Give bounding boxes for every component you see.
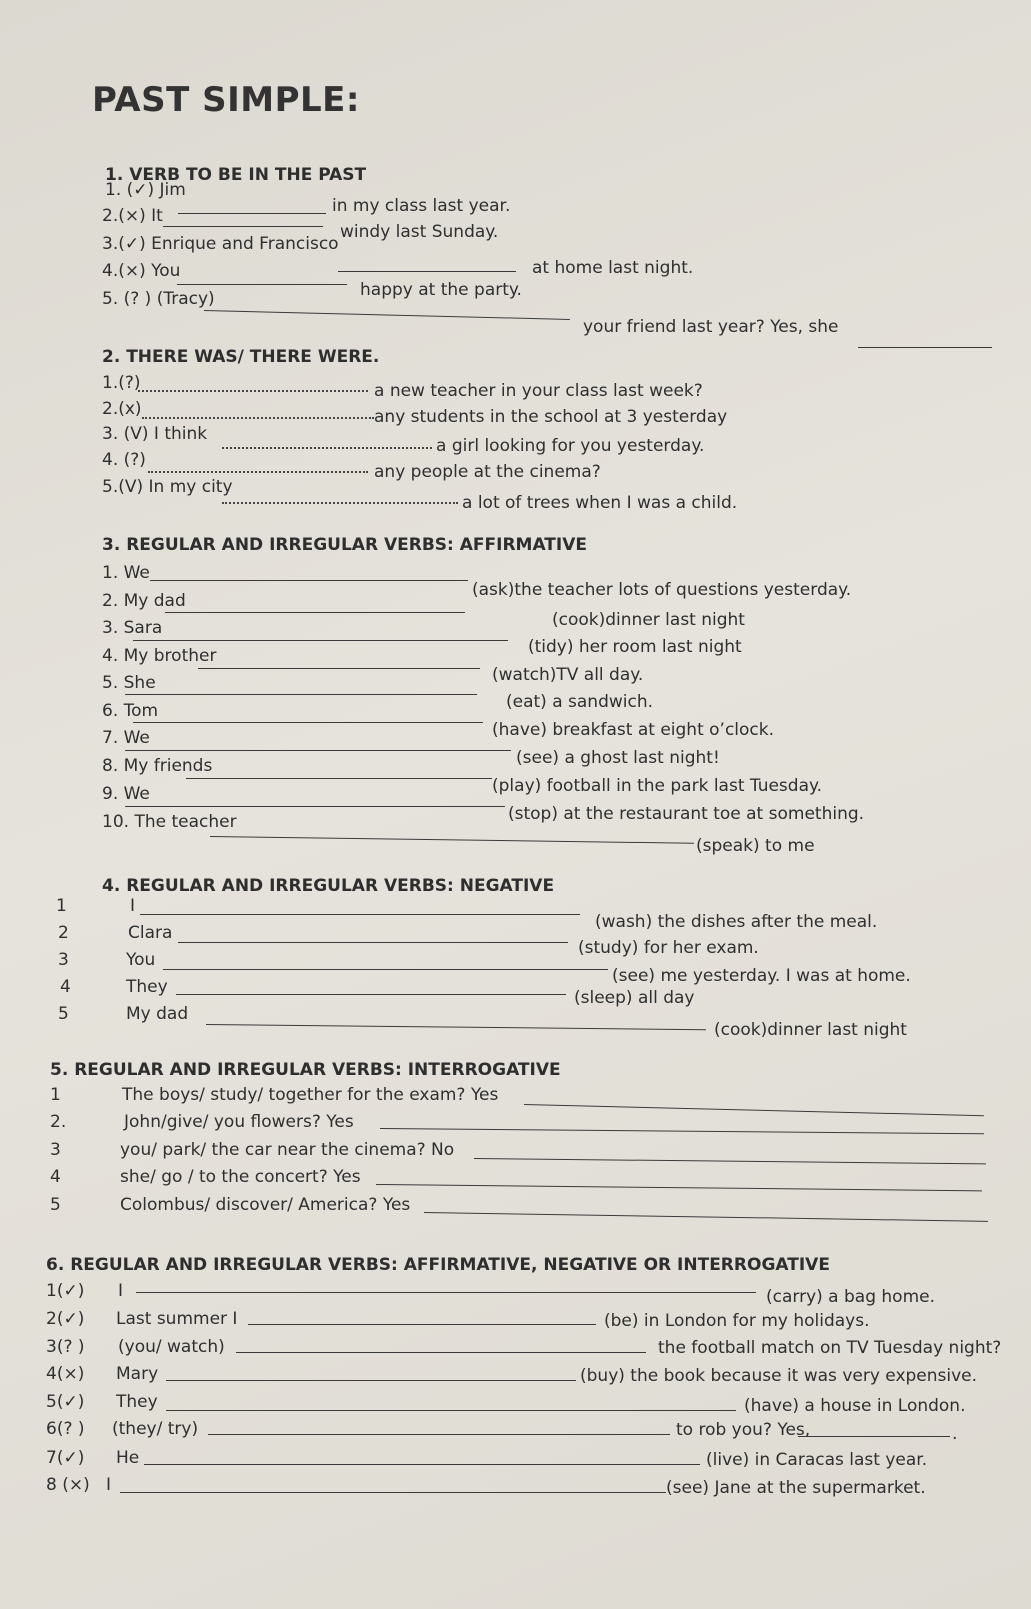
s3-q5-prefix: 5. She — [102, 673, 156, 693]
s3-q8-suffix: (play) football in the park last Tuesday. — [492, 776, 823, 796]
s4-q4-suffix: (sleep) all day — [574, 988, 695, 1008]
s2-q1-prefix: 1.(?) — [102, 373, 141, 393]
s1-q1-prefix: 1. (✓) Jim — [105, 180, 186, 200]
s4-q1-suffix: (wash) the dishes after the meal. — [595, 912, 878, 932]
s4-q1-blank[interactable] — [140, 914, 580, 915]
section-2-heading: 2. THERE WAS/ THERE WERE. — [102, 347, 380, 367]
s5-q1-text: The boys/ study/ together for the exam? Yes — [122, 1085, 499, 1105]
s6-q5-num: 5(✓) — [46, 1392, 85, 1412]
s6-q4-blank[interactable] — [166, 1380, 576, 1381]
s3-q9-suffix: (stop) at the restaurant toe at something. — [508, 804, 865, 824]
s3-q4-blank[interactable] — [198, 668, 480, 669]
s3-q5-blank[interactable] — [125, 694, 477, 695]
s6-q1-num: 1(✓) — [46, 1281, 85, 1301]
s2-q3-blank[interactable] — [222, 447, 432, 449]
s2-q3-suffix: a girl looking for you yesterday. — [436, 436, 705, 456]
s4-q3-blank[interactable] — [163, 969, 608, 970]
s3-q10-blank[interactable] — [210, 836, 694, 844]
s3-q10-suffix: (speak) to me — [696, 836, 815, 856]
s1-q2-suffix: windy last Sunday. — [340, 222, 499, 242]
s6-q6-suffix: to rob you? Yes, — [676, 1420, 811, 1440]
s3-q8-prefix: 8. My friends — [102, 756, 213, 776]
s4-q1-subject: I — [130, 896, 136, 916]
s1-q4-blank[interactable] — [177, 284, 347, 285]
s2-q2-prefix: 2.(x) — [102, 399, 142, 419]
s2-q2-blank[interactable] — [142, 417, 374, 419]
s5-q1-blank[interactable] — [524, 1104, 984, 1116]
s4-q2-suffix: (study) for her exam. — [578, 938, 759, 958]
s5-q4-blank[interactable] — [376, 1184, 982, 1191]
s1-q2-prefix: 2.(×) It — [102, 206, 163, 226]
s6-q3-subject: (you/ watch) — [118, 1337, 225, 1357]
s3-q4-suffix: (watch)TV all day. — [492, 665, 644, 685]
s6-q5-blank[interactable] — [166, 1410, 736, 1411]
s1-q4-prefix: 4.(×) You — [102, 261, 181, 281]
s4-q1-num: 1 — [56, 896, 67, 916]
s5-q1-num: 1 — [50, 1085, 61, 1105]
s5-q2-num: 2. — [50, 1112, 67, 1132]
section-3-heading: 3. REGULAR AND IRREGULAR VERBS: AFFIRMATIVE — [102, 535, 587, 555]
s1-q5-prefix: 5. (? ) (Tracy) — [102, 289, 215, 309]
s1-q5-answer-blank[interactable] — [858, 347, 992, 348]
s1-q3-prefix: 3.(✓) Enrique and Francisco — [102, 234, 339, 254]
s6-q5-subject: They — [116, 1392, 158, 1412]
s4-q5-subject: My dad — [126, 1004, 189, 1024]
s4-q4-blank[interactable] — [176, 994, 566, 995]
s4-q2-blank[interactable] — [178, 942, 568, 943]
s3-q3-prefix: 3. Sara — [102, 618, 163, 638]
s6-q4-subject: Mary — [116, 1364, 159, 1384]
s1-q1-suffix: in my class last year. — [332, 196, 511, 216]
s6-q1-blank[interactable] — [136, 1292, 756, 1293]
s3-q9-blank[interactable] — [125, 806, 505, 807]
s5-q2-blank[interactable] — [380, 1128, 984, 1134]
s4-q2-num: 2 — [58, 923, 69, 943]
s6-q6-subject: (they/ try) — [112, 1419, 199, 1439]
s3-q1-prefix: 1. We — [102, 563, 150, 583]
s6-q7-subject: He — [116, 1448, 140, 1468]
s6-q6-trailing-dot: . — [952, 1424, 958, 1444]
s4-q3-subject: You — [126, 950, 156, 970]
s3-q9-prefix: 9. We — [102, 784, 150, 804]
s1-q1-blank[interactable] — [178, 213, 326, 214]
s6-q4-suffix: (buy) the book because it was very expensive. — [580, 1366, 978, 1386]
s3-q8-blank[interactable] — [186, 778, 492, 779]
s1-q2-blank[interactable] — [163, 226, 323, 227]
s6-q2-blank[interactable] — [248, 1324, 596, 1325]
s1-q3-blank[interactable] — [338, 271, 516, 272]
s6-q7-suffix: (live) in Caracas last year. — [706, 1450, 928, 1470]
s6-q1-suffix: (carry) a bag home. — [766, 1287, 935, 1307]
s3-q2-blank[interactable] — [165, 612, 465, 613]
s4-q5-suffix: (cook)dinner last night — [714, 1020, 907, 1040]
section-5-heading: 5. REGULAR AND IRREGULAR VERBS: INTERROGATIVE — [50, 1060, 561, 1080]
section-1-heading: 1. VERB TO BE IN THE PAST — [105, 165, 367, 185]
s6-q6-answer-blank[interactable] — [798, 1436, 950, 1437]
s3-q7-prefix: 7. We — [102, 728, 150, 748]
s5-q3-text: you/ park/ the car near the cinema? No — [120, 1140, 455, 1160]
s5-q4-num: 4 — [50, 1167, 61, 1187]
s5-q4-text: she/ go / to the concert? Yes — [120, 1167, 361, 1187]
s3-q6-blank[interactable] — [133, 722, 483, 723]
s6-q4-num: 4(×) — [46, 1364, 85, 1384]
s2-q4-blank[interactable] — [148, 471, 368, 473]
s6-q5-suffix: (have) a house in London. — [744, 1396, 966, 1416]
s2-q4-prefix: 4. (?) — [102, 450, 146, 470]
s4-q5-blank[interactable] — [206, 1024, 706, 1030]
s6-q7-num: 7(✓) — [46, 1448, 85, 1468]
s2-q5-blank[interactable] — [222, 502, 458, 504]
s1-q5-suffix: your friend last year? Yes, she — [583, 317, 839, 337]
s4-q3-suffix: (see) me yesterday. I was at home. — [612, 966, 911, 986]
s4-q3-num: 3 — [58, 950, 69, 970]
s6-q8-subject: I — [106, 1475, 112, 1495]
s3-q6-suffix: (have) breakfast at eight o’clock. — [492, 720, 775, 740]
s6-q3-suffix: the football match on TV Tuesday night? — [658, 1338, 1002, 1358]
s3-q4-prefix: 4. My brother — [102, 646, 217, 666]
s5-q5-blank[interactable] — [424, 1212, 988, 1222]
s3-q7-suffix: (see) a ghost last night! — [516, 748, 720, 768]
s6-q6-blank[interactable] — [208, 1434, 670, 1435]
s1-q4-suffix: happy at the party. — [360, 280, 522, 300]
s6-q8-blank[interactable] — [120, 1492, 666, 1493]
s6-q3-num: 3(? ) — [46, 1337, 85, 1357]
s2-q1-blank[interactable] — [138, 390, 368, 392]
s3-q7-blank[interactable] — [125, 750, 511, 751]
s1-q3-suffix: at home last night. — [532, 258, 694, 278]
page-title: PAST SIMPLE: — [92, 80, 361, 120]
section-4-heading: 4. REGULAR AND IRREGULAR VERBS: NEGATIVE — [102, 876, 555, 896]
s3-q1-suffix: (ask)the teacher lots of questions yesterday. — [472, 580, 852, 600]
s6-q8-num: 8 (×) — [46, 1475, 90, 1495]
s2-q4-suffix: any people at the cinema? — [374, 462, 601, 482]
s3-q2-prefix: 2. My dad — [102, 591, 186, 611]
s6-q8-suffix: (see) Jane at the supermarket. — [666, 1478, 926, 1498]
s1-q5-blank[interactable] — [204, 310, 570, 320]
s4-q5-num: 5 — [58, 1004, 69, 1024]
s5-q5-num: 5 — [50, 1195, 61, 1215]
s5-q3-blank[interactable] — [474, 1158, 986, 1164]
s3-q6-prefix: 6. Tom — [102, 701, 159, 721]
s2-q1-suffix: a new teacher in your class last week? — [374, 381, 703, 401]
s5-q5-text: Colombus/ discover/ America? Yes — [120, 1195, 411, 1215]
section-6-heading: 6. REGULAR AND IRREGULAR VERBS: AFFIRMATIVE, NEGATIVE OR INTERROGATIVE — [46, 1255, 830, 1275]
s6-q2-suffix: (be) in London for my holidays. — [604, 1311, 870, 1331]
s6-q1-subject: I — [118, 1281, 124, 1301]
s3-q2-suffix: (cook)dinner last night — [552, 610, 745, 630]
s4-q2-subject: Clara — [128, 923, 173, 943]
s6-q7-blank[interactable] — [144, 1464, 700, 1465]
s2-q5-prefix: 5.(V) In my city — [102, 477, 233, 497]
s3-q5-suffix: (eat) a sandwich. — [506, 692, 654, 712]
s3-q3-suffix: (tidy) her room last night — [528, 637, 742, 657]
s5-q2-text: John/give/ you flowers? Yes — [124, 1112, 354, 1132]
s4-q4-subject: They — [126, 977, 168, 997]
s2-q2-suffix: any students in the school at 3 yesterday — [374, 407, 728, 427]
s3-q3-blank[interactable] — [133, 640, 508, 641]
s6-q3-blank[interactable] — [236, 1352, 646, 1353]
s5-q3-num: 3 — [50, 1140, 61, 1160]
s2-q5-suffix: a lot of trees when I was a child. — [462, 493, 738, 513]
s4-q4-num: 4 — [60, 977, 71, 997]
s3-q1-blank[interactable] — [150, 580, 468, 581]
s6-q2-subject: Last summer I — [116, 1309, 238, 1329]
s3-q10-prefix: 10. The teacher — [102, 812, 237, 832]
s6-q6-num: 6(? ) — [46, 1419, 85, 1439]
s6-q2-num: 2(✓) — [46, 1309, 85, 1329]
s2-q3-prefix: 3. (V) I think — [102, 424, 208, 444]
